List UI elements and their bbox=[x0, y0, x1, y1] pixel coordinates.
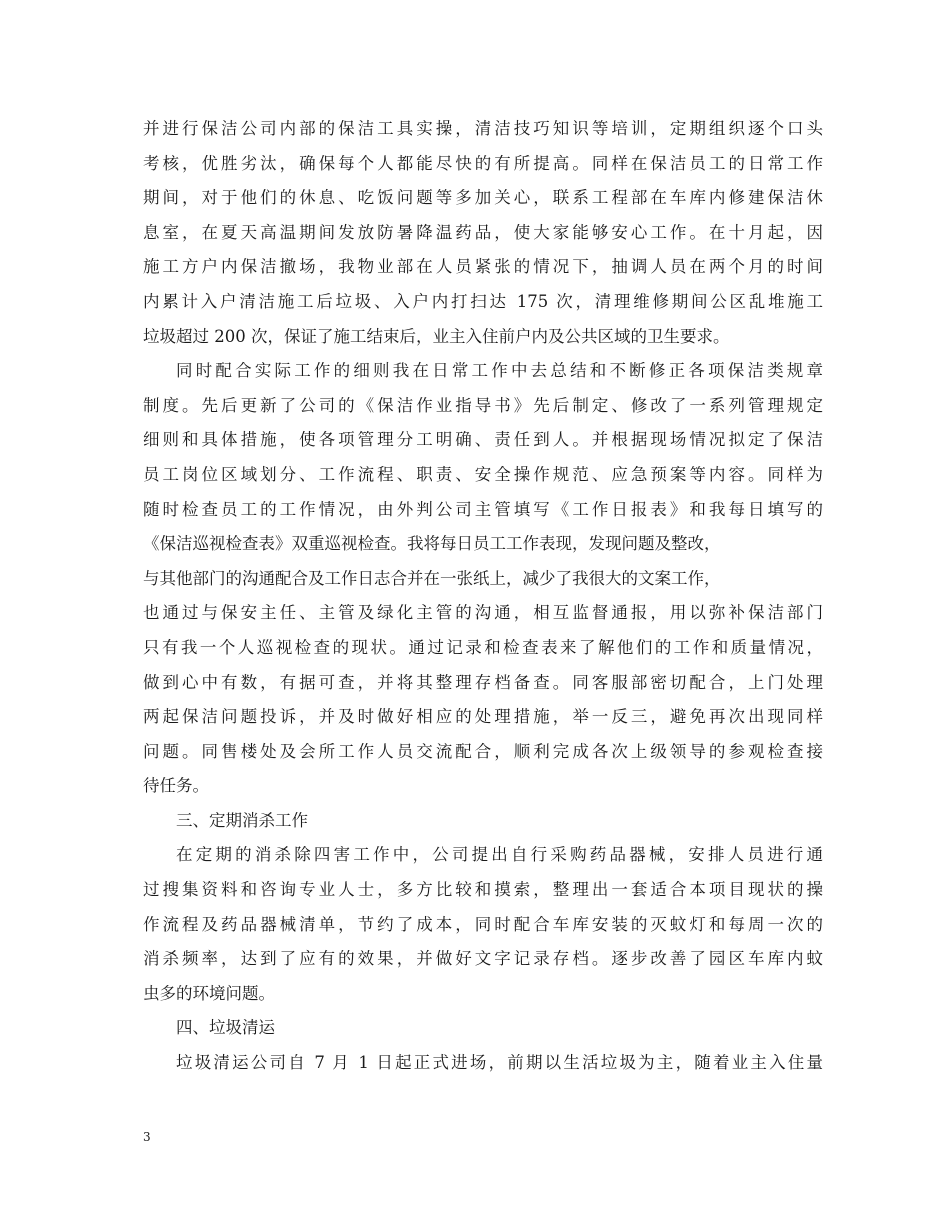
text-line: 制度。先后更新了公司的《保洁作业指导书》先后制定、修改了一系列管理规定 bbox=[143, 395, 823, 415]
section-heading-4: 四、垃圾清运 bbox=[176, 1018, 275, 1038]
text-line: 消杀频率，达到了应有的效果，并做好文字记录存档。逐步改善了园区车库内蚊 bbox=[143, 949, 823, 969]
text-line: 与其他部门的沟通配合及工作日志合并在一张纸上，减少了我很大的文案工作， bbox=[143, 568, 721, 588]
text-line: 内累计入户清洁施工后垃圾、入户内打扫达 175 次，清理维修期间公区乱堆施工 bbox=[143, 291, 823, 311]
text-line: 垃圾超过 200 次，保证了施工结束后，业主入住前户内及公共区域的卫生要求。 bbox=[143, 326, 730, 346]
text-line: 随时检查员工的工作情况，由外判公司主管填写《工作日报表》和我每日填写的 bbox=[143, 499, 823, 519]
page-number: 3 bbox=[143, 1130, 151, 1144]
text-line: 作流程及药品器械清单，节约了成本，同时配合车库安装的灭蚊灯和每周一次的 bbox=[143, 914, 823, 934]
text-line: 考核，优胜劣汰，确保每个人都能尽快的有所提高。同样在保洁员工的日常工作 bbox=[143, 153, 823, 173]
text-line: 《保洁巡视检查表》双重巡视检查。我将每日员工工作表现，发现问题及整改， bbox=[143, 534, 721, 554]
text-line: 只有我一个人巡视检查的现状。通过记录和检查表来了解他们的工作和质量情况， bbox=[143, 637, 823, 657]
text-line: 做到心中有数，有据可查，并将其整理存档备查。同客服部密切配合，上门处理 bbox=[143, 672, 823, 692]
section-heading-3: 三、定期消杀工作 bbox=[176, 810, 308, 830]
text-line: 员工岗位区域划分、工作流程、职责、安全操作规范、应急预案等内容。同样为 bbox=[143, 464, 823, 484]
document-body bbox=[143, 112, 823, 1081]
text-line: 两起保洁问题投诉，并及时做好相应的处理措施，举一反三，避免再次出现同样 bbox=[143, 707, 823, 727]
text-line: 问题。同售楼处及会所工作人员交流配合，顺利完成各次上级领导的参观检查接 bbox=[143, 741, 823, 761]
paragraph-first-line: 同时配合实际工作的细则我在日常工作中去总结和不断修正各项保洁类规章 bbox=[176, 361, 823, 381]
text-line: 期间，对于他们的休息、吃饭问题等多加关心，联系工程部在车库内修建保洁休 bbox=[143, 188, 823, 208]
text-line: 息室，在夏天高温期间发放防暑降温药品，使大家能够安心工作。在十月起，因 bbox=[143, 222, 823, 242]
text-line: 并进行保洁公司内部的保洁工具实操，清洁技巧知识等培训，定期组织逐个口头 bbox=[143, 119, 823, 138]
text-line: 虫多的环境问题。 bbox=[143, 983, 275, 1003]
paragraph-first-line: 在定期的消杀除四害工作中，公司提出自行采购药品器械，安排人员进行通 bbox=[176, 845, 823, 865]
text-line: 细则和具体措施，使各项管理分工明确、责任到人。并根据现场情况拟定了保洁 bbox=[143, 430, 823, 450]
paragraph-first-line: 垃圾清运公司自 7 月 1 日起正式进场，前期以生活垃圾为主，随着业主入住量 bbox=[176, 1053, 823, 1073]
text-line: 也通过与保安主任、主管及绿化主管的沟通，相互监督通报，用以弥补保洁部门 bbox=[143, 603, 823, 623]
text-line: 施工方户内保洁撤场，我物业部在人员紧张的情况下，抽调人员在两个月的时间 bbox=[143, 257, 823, 277]
text-line: 待任务。 bbox=[143, 776, 209, 796]
text-line: 过搜集资料和咨询专业人士，多方比较和摸索，整理出一套适合本项目现状的操 bbox=[143, 880, 823, 900]
